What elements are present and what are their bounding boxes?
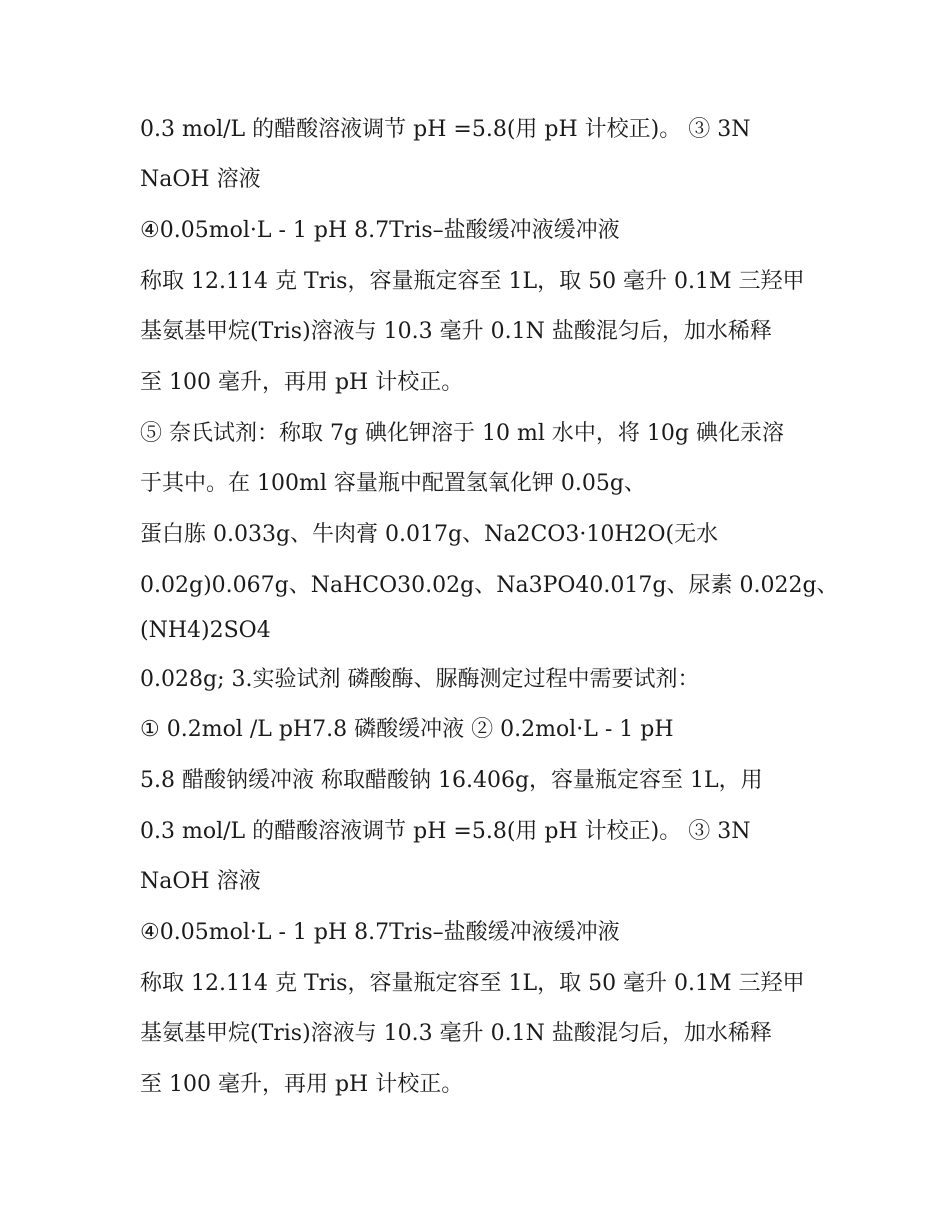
text-line: NaOH 溶液 (140, 869, 261, 894)
text-line: 至 100 毫升，再用 pH 计校正。 (140, 370, 464, 395)
text-line: ④0.05mol·L - 1 pH 8.7Tris–盐酸缓冲液缓冲液 (140, 920, 620, 945)
text-line: 0.3 mol/L 的醋酸溶液调节 pH =5.8(用 pH 计校正)。 ③ 3N (140, 819, 751, 844)
text-line: ④0.05mol·L - 1 pH 8.7Tris–盐酸缓冲液缓冲液 (140, 218, 620, 243)
text-line: (NH4)2SO4 (140, 618, 271, 643)
text-line: 0.3 mol/L 的醋酸溶液调节 pH =5.8(用 pH 计校正)。 ③ 3N (140, 117, 751, 142)
text-line: 于其中。在 100ml 容量瓶中配置氢氧化钾 0.05g、 (140, 471, 646, 496)
text-line: NaOH 溶液 (140, 167, 261, 192)
text-line: 基氨基甲烷(Tris)溶液与 10.3 毫升 0.1N 盐酸混匀后，加水稀释 (140, 319, 772, 344)
text-line: 0.02g)0.067g、NaHCO30.02g、Na3PO40.017g、尿素 0.022g、 (140, 573, 839, 598)
text-line: 称取 12.114 克 Tris，容量瓶定容至 1L，取 50 毫升 0.1M 三羟甲 (140, 971, 805, 996)
text-line: 5.8 醋酸钠缓冲液 称取醋酸钠 16.406g，容量瓶定容至 1L，用 (140, 768, 763, 793)
text-line: 称取 12.114 克 Tris，容量瓶定容至 1L，取 50 毫升 0.1M 三羟甲 (140, 269, 805, 294)
text-line: 基氨基甲烷(Tris)溶液与 10.3 毫升 0.1N 盐酸混匀后，加水稀释 (140, 1021, 772, 1046)
text-line: 至 100 毫升，再用 pH 计校正。 (140, 1072, 464, 1097)
text-line: ⑤ 奈氏试剂：称取 7g 碘化钾溶于 10 ml 水中，将 10g 碘化汞溶 (140, 421, 784, 446)
text-line: ① 0.2mol /L pH7.8 磷酸缓冲液 ② 0.2mol·L - 1 pH (140, 717, 674, 742)
text-line: 0.028g; 3.实验试剂 磷酸酶、脲酶测定过程中需要试剂： (140, 667, 700, 692)
text-line: 蛋白胨 0.033g、牛肉膏 0.017g、Na2CO3·10H2O(无水 (140, 522, 719, 547)
